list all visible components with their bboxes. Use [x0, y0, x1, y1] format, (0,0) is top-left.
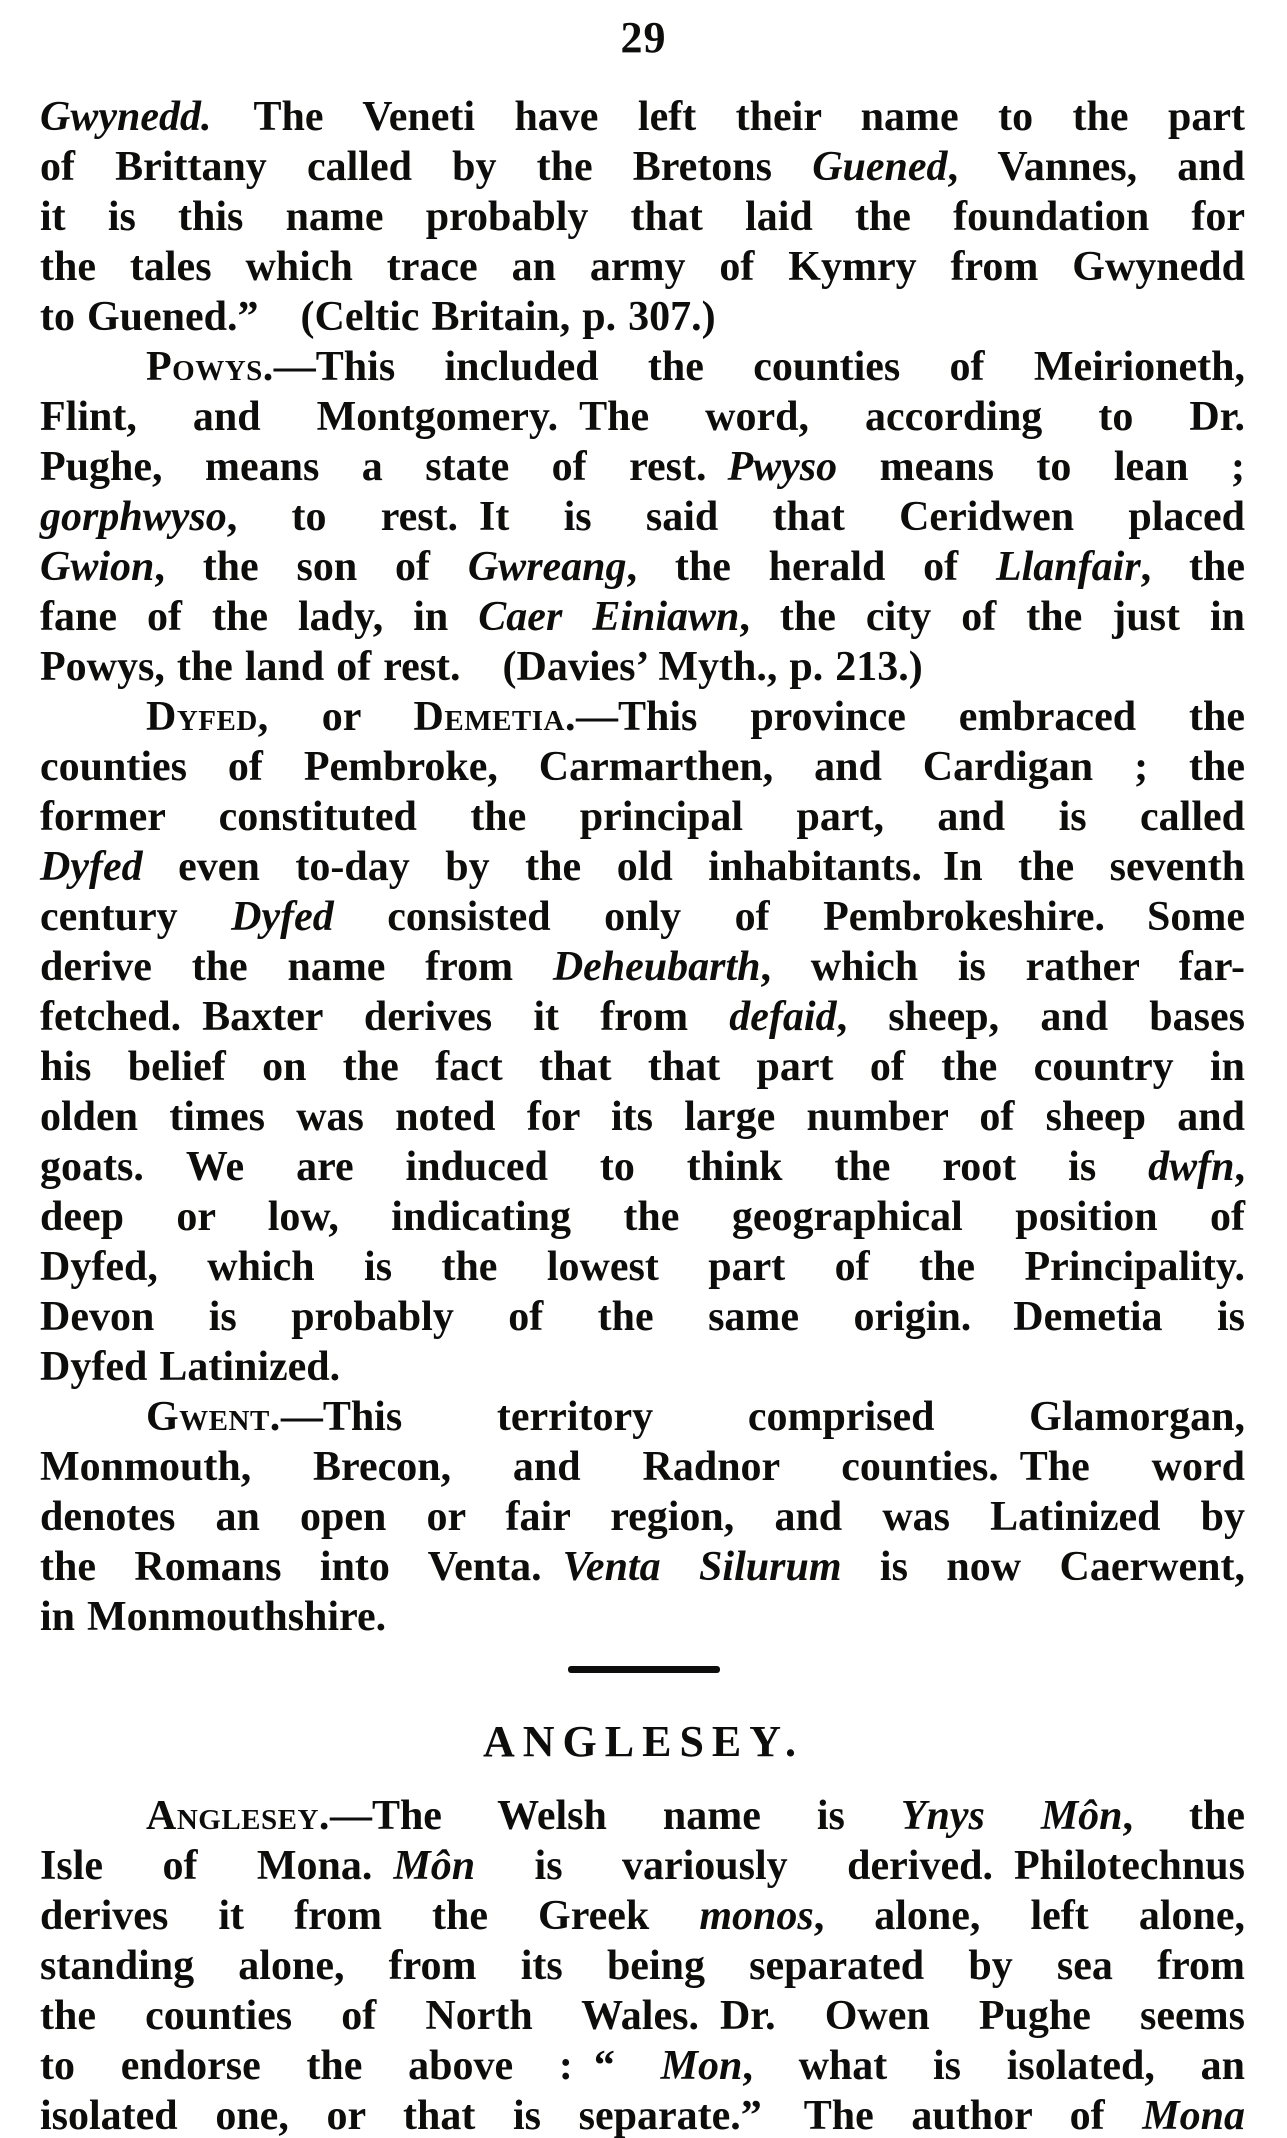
text-line	[40, 842, 1245, 892]
text-line	[40, 1192, 1245, 1242]
text-run: Monmouth, Brecon, and Radnor counties. The word	[40, 1444, 1245, 1490]
smallcaps-term: Dyfed,	[146, 694, 269, 740]
text-run: —This territory comprised Glamorgan,	[280, 1394, 1245, 1440]
text-run: Devon is probably of the same origin. Demetia is	[40, 1294, 1245, 1340]
text-line	[40, 2091, 1245, 2138]
text-run: of Brittany called by the Bretons	[40, 144, 813, 190]
smallcaps-term: Demetia.	[413, 694, 576, 740]
text-run: deep or low, indicating the geographical position of	[40, 1194, 1245, 1240]
text-line	[40, 1092, 1245, 1142]
text-line	[40, 1292, 1245, 1342]
text-line	[40, 1791, 1245, 1841]
text-run: olden times was noted for its large number of sheep and	[40, 1094, 1245, 1140]
text-line	[40, 1991, 1245, 2041]
text-run: the Romans into Venta.	[40, 1544, 563, 1590]
text-run: ,	[1234, 1144, 1245, 1190]
italic-term: Deheubarth	[552, 944, 761, 990]
italic-term: monos	[699, 1893, 814, 1939]
text-run: , what is isolated, an	[742, 2043, 1246, 2089]
italic-term: Caer Einiawn	[478, 594, 740, 640]
text-line	[40, 1242, 1245, 1292]
paragraph	[40, 692, 1245, 1392]
text-line	[40, 442, 1245, 492]
text-line	[40, 492, 1245, 542]
text-run: , alone, left alone,	[813, 1893, 1245, 1939]
text-line	[40, 742, 1245, 792]
italic-term: Môn	[393, 1843, 476, 1889]
text-run: , the son of	[154, 544, 468, 590]
paragraph	[40, 1791, 1245, 2138]
text-line	[40, 942, 1245, 992]
text-run: —The Welsh name is	[329, 1793, 901, 1839]
page-number: 29	[620, 13, 667, 62]
text-run: in Monmouthshire.	[40, 1594, 387, 1640]
text-line	[40, 1042, 1245, 1092]
text-run: goats. We are induced to think the root is	[40, 1144, 1149, 1190]
text-run: Pughe, means a state of rest.	[40, 444, 728, 490]
text-line	[40, 892, 1245, 942]
text-line	[40, 1891, 1245, 1941]
text-run: denotes an open or fair region, and was Latinized by	[40, 1494, 1245, 1540]
text-run: is now Caerwent,	[841, 1544, 1245, 1590]
text-run: , the city of the just in	[739, 594, 1245, 640]
text-run: century	[40, 894, 232, 940]
italic-term: Llanfair	[995, 544, 1141, 590]
text-run: The Veneti have left their name to the part	[211, 94, 1245, 140]
italic-term: Gwreang	[467, 544, 627, 590]
text-run: his belief on the fact that that part of the country in	[40, 1044, 1245, 1090]
text-run: fetched. Baxter derives it from	[40, 994, 730, 1040]
text-run: consisted only of Pembrokeshire. Some	[333, 894, 1245, 940]
italic-term: defaid	[729, 994, 837, 1040]
text-run: isolated one, or that is separate.” The author of	[40, 2093, 1143, 2138]
text-run: Dyfed Latinized.	[40, 1344, 341, 1390]
text-line	[40, 1342, 1245, 1392]
text-line	[40, 292, 1245, 342]
italic-term: Mon	[660, 2043, 743, 2089]
text-run: standing alone, from its being separated by sea from	[40, 1943, 1245, 1989]
text-line	[40, 1592, 1245, 1642]
italic-term: Guened	[812, 144, 948, 190]
text-line	[40, 642, 1245, 692]
text-run: to endorse the above : “	[40, 2043, 661, 2089]
text-run: or	[268, 694, 414, 740]
text-run: means to lean ;	[837, 444, 1245, 490]
text-run: is variously derived. Philotechnus	[475, 1843, 1245, 1889]
text-run: , Vannes, and	[947, 144, 1245, 190]
text-run: , to rest. It is said that Ceridwen placed	[226, 494, 1245, 540]
text-line	[40, 1442, 1245, 1492]
text-run: Isle of Mona.	[40, 1843, 394, 1889]
text-line	[40, 92, 1245, 142]
italic-term: Mona	[1142, 2093, 1245, 2138]
paragraph	[40, 1392, 1245, 1642]
text-line	[40, 142, 1245, 192]
italic-term: dwfn	[1148, 1144, 1235, 1190]
text-run: , the	[1122, 1793, 1245, 1839]
text-block-bottom	[40, 1791, 1245, 2138]
italic-term: Venta Silurum	[562, 1544, 842, 1590]
text-line	[40, 1542, 1245, 1592]
text-run: it is this name probably that laid the foundation for	[40, 194, 1245, 240]
text-run: Flint, and Montgomery. The word, according to Dr.	[40, 394, 1245, 440]
text-line	[40, 2041, 1245, 2091]
text-line	[40, 692, 1245, 742]
text-line	[40, 792, 1245, 842]
text-run: Powys, the land of rest. (Davies’ Myth., p. 213.)	[40, 644, 923, 690]
text-line	[40, 992, 1245, 1042]
text-line	[40, 542, 1245, 592]
text-line	[40, 1492, 1245, 1542]
smallcaps-term: Anglesey.	[146, 1793, 330, 1839]
text-line	[40, 392, 1245, 442]
section-divider	[568, 1666, 720, 1673]
text-run: Dyfed, which is the lowest part of the Principality.	[40, 1244, 1245, 1290]
italic-term: Ynys Môn	[900, 1793, 1123, 1839]
italic-term: Dyfed	[40, 844, 143, 890]
text-run: fane of the lady, in	[40, 594, 479, 640]
text-line	[40, 342, 1245, 392]
text-line	[40, 1841, 1245, 1891]
paragraph	[40, 92, 1245, 342]
text-block-top	[40, 92, 1245, 1642]
text-run: to Guened.” (Celtic Britain, p. 307.)	[40, 294, 716, 340]
text-run: the tales which trace an army of Kymry from Gwynedd	[40, 244, 1245, 290]
text-run: , which is rather far-	[760, 944, 1245, 990]
text-run: —This province embraced the	[576, 694, 1245, 740]
text-line	[40, 192, 1245, 242]
text-run: derive the name from	[40, 944, 553, 990]
text-line	[40, 1142, 1245, 1192]
smallcaps-term: Powys.	[146, 344, 274, 390]
text-run: the counties of North Wales. Dr. Owen Pughe seems	[40, 1993, 1245, 2039]
text-line	[40, 592, 1245, 642]
italic-term: Dyfed	[231, 894, 334, 940]
text-run: , the herald of	[626, 544, 996, 590]
text-run: , the	[1140, 544, 1245, 590]
italic-term: Gwion	[40, 544, 155, 590]
text-run: even to-day by the old inhabitants. In the seventh	[142, 844, 1245, 890]
italic-term: Gwynedd.	[40, 94, 212, 140]
text-run: former constituted the principal part, and is called	[40, 794, 1245, 840]
paragraph	[40, 342, 1245, 692]
text-line	[40, 242, 1245, 292]
text-line	[40, 1392, 1245, 1442]
smallcaps-term: Gwent.	[146, 1394, 281, 1440]
italic-term: gorphwyso	[40, 494, 227, 540]
text-run: derives it from the Greek	[40, 1893, 700, 1939]
italic-term: Pwyso	[727, 444, 838, 490]
text-run: , sheep, and bases	[836, 994, 1245, 1040]
text-line	[40, 1941, 1245, 1991]
text-run: counties of Pembroke, Carmarthen, and Cardigan ; the	[40, 744, 1245, 790]
text-run: —This included the counties of Meirioneth,	[273, 344, 1245, 390]
section-heading: ANGLESEY.	[482, 1717, 805, 1766]
